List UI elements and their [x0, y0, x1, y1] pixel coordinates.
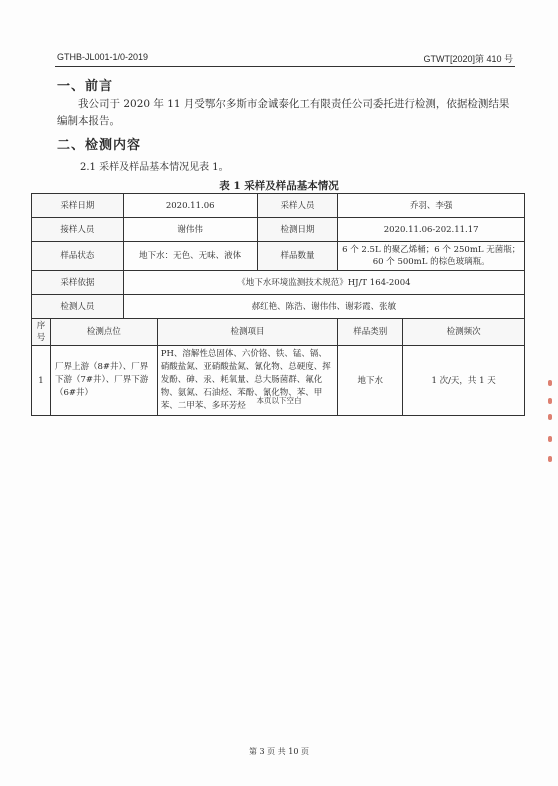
test-date-label: 检测日期 — [257, 218, 338, 242]
inspectors-value: 郝红艳、陈浩、谢伟伟、谢彩霞、张敏 — [123, 295, 524, 319]
sampling-info-table — [31, 193, 525, 416]
section-heading-content: 二、检测内容 — [57, 138, 142, 153]
header-divider — [55, 66, 515, 67]
table-row — [32, 271, 525, 295]
sample-state-label: 样品状态 — [32, 242, 124, 271]
col-type-header: 样品类别 — [338, 319, 403, 346]
row-freq: 1 次/天，共 1 天 — [403, 346, 525, 416]
col-freq-header: 检测频次 — [403, 319, 525, 346]
seal-mark — [548, 380, 552, 386]
table-reference-line: 2.1 采样及样品基本情况见表 1。 — [80, 162, 229, 173]
col-points-header: 检测点位 — [50, 319, 157, 346]
row-no: 1 — [32, 346, 51, 416]
row-points: 厂界上游（8#井）、厂界下游（7#井）、厂界下游（6#井） — [50, 346, 157, 416]
table-row — [32, 194, 525, 218]
document-code: GTHB-JL001-1/0-2019 — [57, 52, 149, 62]
receiver-label: 接样人员 — [32, 218, 124, 242]
quantity-label: 样品数量 — [257, 242, 338, 271]
inspectors-label: 检测人员 — [32, 295, 124, 319]
seal-mark — [548, 398, 552, 404]
receiver-value: 谢伟伟 — [123, 218, 257, 242]
col-no-header: 序号 — [32, 319, 51, 346]
seam-seal-marks — [546, 370, 556, 480]
quantity-value: 6 个 2.5L 的聚乙烯桶；6 个 250mL 无菌瓶；60 个 500mL 的棕色玻璃瓶。 — [338, 242, 525, 271]
test-date-value: 2020.11.06-202.11.17 — [338, 218, 525, 242]
seal-mark — [548, 436, 552, 442]
blank-below-note: 本页以下空白 — [256, 396, 302, 405]
report-number: GTWT[2020]第 410 号 — [423, 54, 513, 64]
row-items: PH、溶解性总固体、六价铬、铁、锰、镉、硝酸盐氮、亚硝酸盐氮、氰化物、总硬度、挥发酚、砷、汞、耗氧量、总大肠菌群、氟化物、氨氮、石油烃、苯酚、氰化物、苯、甲苯、二甲苯、多环芳烃 — [157, 346, 338, 416]
basis-label: 采样依据 — [32, 271, 124, 295]
section-heading-preface: 一、前言 — [57, 79, 114, 94]
preface-paragraph: 我公司于 2020 年 11 月受鄂尔多斯市金诚泰化工有限责任公司委托进行检测，依据检测结果编制本报告。 — [57, 98, 510, 127]
table-row — [32, 218, 525, 242]
page-number: 第 3 页 共 10 页 — [249, 747, 309, 756]
sampler-value: 乔羽、李强 — [338, 194, 525, 218]
table-caption: 表 1 采样及样品基本情况 — [219, 180, 339, 192]
basis-value: 《地下水环境监测技术规范》HJ/T 164-2004 — [123, 271, 524, 295]
sampler-label: 采样人员 — [257, 194, 338, 218]
table-header-row — [32, 319, 525, 346]
seal-mark — [548, 456, 552, 462]
sampling-date-value: 2020.11.06 — [123, 194, 257, 218]
table-row — [32, 295, 525, 319]
sample-state-value: 地下水：无色、无味、液体 — [123, 242, 257, 271]
seal-mark — [548, 414, 552, 420]
col-items-header: 检测项目 — [157, 319, 338, 346]
table-row — [32, 242, 525, 271]
sampling-date-label: 采样日期 — [32, 194, 124, 218]
row-type: 地下水 — [338, 346, 403, 416]
